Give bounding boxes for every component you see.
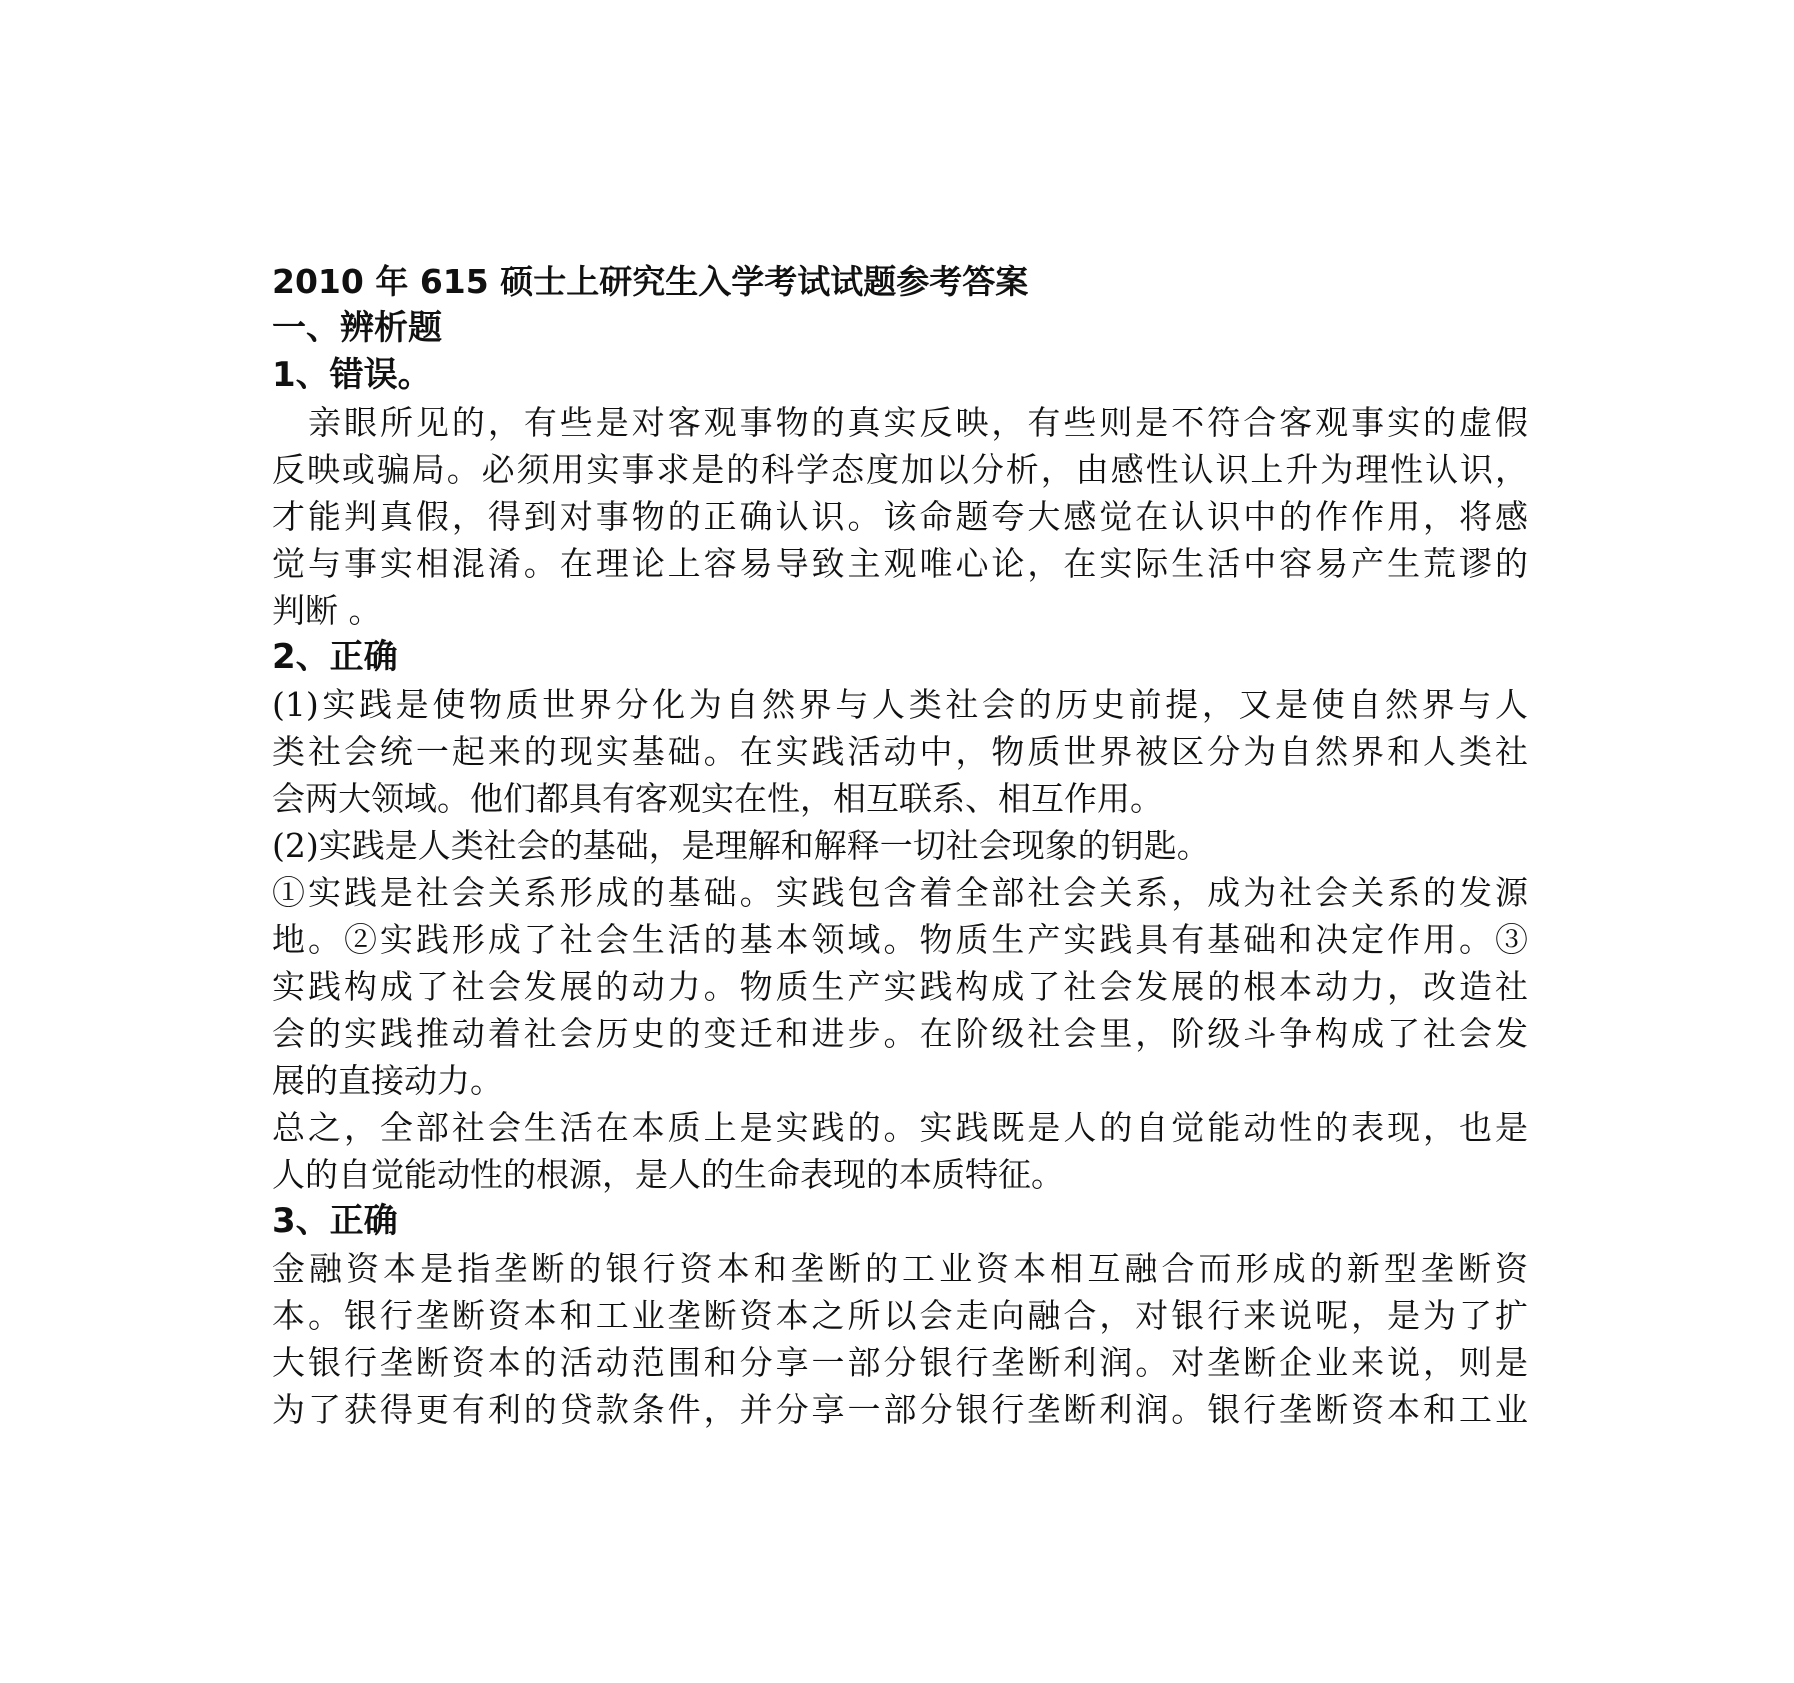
q2-line: 总之，全部社会生活在本质上是实践的。实践既是人的自觉能动性的表现，也是	[272, 1108, 1528, 1147]
q2-line: 展的直接动力。	[272, 1061, 503, 1100]
q2-line: (2)实践是人类社会的基础，是理解和解释一切社会现象的钥匙。	[272, 826, 1210, 865]
q1-heading: 1、错误。	[272, 355, 432, 395]
section-heading: 一、辨析题	[272, 308, 442, 348]
q2-line: 地。②实践形成了社会生活的基本领域。物质生产实践具有基础和决定作用。③	[272, 920, 1528, 959]
q1-line: 才能判真假，得到对事物的正确认识。该命题夸大感觉在认识中的作作用，将感	[272, 497, 1528, 536]
document-title: 2010 年 615 硕士上研究生入学考试试题参考答案	[272, 262, 1029, 301]
q3-heading: 3、正确	[272, 1201, 398, 1241]
q2-line: 类社会统一起来的现实基础。在实践活动中，物质世界被区分为自然界和人类社	[272, 732, 1528, 771]
q3-line: 金融资本是指垄断的银行资本和垄断的工业资本相互融合而形成的新型垄断资	[272, 1249, 1528, 1288]
q1-line: 反映或骗局。必须用实事求是的科学态度加以分析，由感性认识上升为理性认识，	[272, 450, 1528, 489]
q3-line: 为了获得更有利的贷款条件，并分享一部分银行垄断利润。银行垄断资本和工业	[272, 1390, 1528, 1429]
q2-line: (1)实践是使物质世界分化为自然界与人类社会的历史前提，又是使自然界与人	[272, 685, 1528, 724]
q2-line: 会的实践推动着社会历史的变迁和进步。在阶级社会里，阶级斗争构成了社会发	[272, 1014, 1528, 1053]
q1-line: 觉与事实相混淆。在理论上容易导致主观唯心论，在实际生活中容易产生荒谬的	[272, 544, 1528, 583]
document-page	[272, 258, 1528, 1433]
q2-line: 人的自觉能动性的根源，是人的生命表现的本质特征。	[272, 1155, 1064, 1194]
q3-line: 本。银行垄断资本和工业垄断资本之所以会走向融合，对银行来说呢，是为了扩	[272, 1296, 1528, 1335]
q2-line: 实践构成了社会发展的动力。物质生产实践构成了社会发展的根本动力，改造社	[272, 967, 1528, 1006]
q1-line: 亲眼所见的，有些是对客观事物的真实反映，有些则是不符合客观事实的虚假	[308, 403, 1528, 442]
q3-line: 大银行垄断资本的活动范围和分享一部分银行垄断利润。对垄断企业来说，则是	[272, 1343, 1528, 1382]
q2-heading: 2、正确	[272, 637, 398, 677]
q1-line: 判断 。	[272, 591, 382, 630]
q2-line: ①实践是社会关系形成的基础。实践包含着全部社会关系，成为社会关系的发源	[272, 873, 1528, 912]
q2-line: 会两大领域。他们都具有客观实在性，相互联系、相互作用。	[272, 779, 1163, 818]
